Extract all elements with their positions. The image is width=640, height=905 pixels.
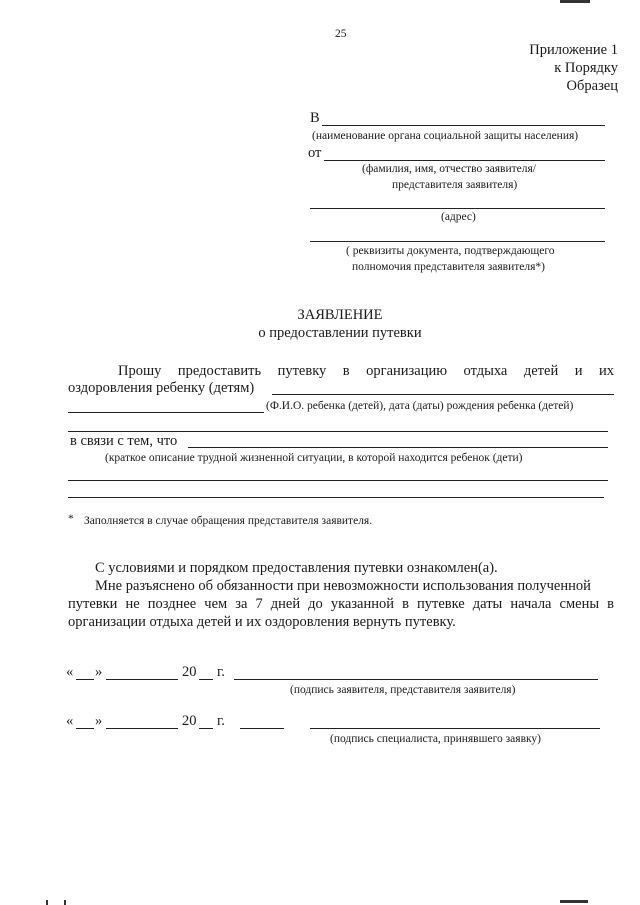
page-number: 25 bbox=[335, 28, 347, 40]
child-field-line-3[interactable] bbox=[68, 431, 608, 432]
from-caption-1: (фамилия, имя, отчество заявителя/ bbox=[362, 163, 536, 175]
reason-caption: (краткое описание трудной жизненной ситуации, в которой находится ребенок (дети) bbox=[105, 452, 523, 464]
appendix-line-2: к Порядку bbox=[554, 60, 618, 76]
child-field-line-1[interactable] bbox=[272, 394, 614, 395]
specialist-year-field[interactable] bbox=[199, 728, 213, 729]
applicant-date-close: » bbox=[95, 664, 103, 680]
applicant-year-prefix: 20 bbox=[182, 664, 197, 680]
to-caption: (наименование органа социальной защиты населения) bbox=[312, 130, 579, 142]
specialist-date-close: » bbox=[95, 713, 103, 729]
scan-mark-bottom-left bbox=[46, 900, 48, 905]
applicant-year-field[interactable] bbox=[199, 679, 213, 680]
child-caption: (Ф.И.О. ребенка (детей), дата (даты) рождения ребенка (детей) bbox=[266, 400, 574, 412]
applicant-signature-field[interactable] bbox=[234, 679, 598, 680]
applicant-month-field[interactable] bbox=[106, 679, 178, 680]
acknowledgement-p2-line1: Мне разъяснено об обязанности при невозможности использования полученной bbox=[95, 578, 591, 594]
appendix-line-3: Образец bbox=[566, 78, 618, 94]
to-field-line[interactable] bbox=[322, 125, 605, 126]
footnote-star: * bbox=[68, 513, 74, 525]
address-field-line[interactable] bbox=[310, 208, 605, 209]
requisites-caption-2: полномочия представителя заявителя*) bbox=[352, 261, 545, 273]
specialist-month-field[interactable] bbox=[106, 728, 178, 729]
specialist-signature-field[interactable] bbox=[310, 728, 600, 729]
footnote-text: Заполняется в случае обращения представителя заявителя. bbox=[84, 515, 373, 527]
specialist-day-field[interactable] bbox=[76, 728, 94, 729]
requisites-caption-1: ( реквизиты документа, подтверждающего bbox=[346, 245, 555, 257]
acknowledgement-p2-line3: организации отдыха детей и их оздоровления вернуть путевку. bbox=[68, 614, 456, 630]
document-title: ЗАЯВЛЕНИЕ bbox=[297, 307, 383, 323]
request-line-2: оздоровления ребенку (детям) bbox=[68, 380, 255, 396]
address-caption: (адрес) bbox=[441, 211, 476, 223]
specialist-extra-field[interactable] bbox=[240, 728, 284, 729]
request-line-1: Прошу предоставить путевку в организацию отдыха детей и их bbox=[118, 363, 614, 379]
from-field-line[interactable] bbox=[324, 160, 605, 161]
reason-prefix: в связи с тем, что bbox=[70, 433, 178, 449]
applicant-day-field[interactable] bbox=[76, 679, 94, 680]
applicant-signature-caption: (подпись заявителя, представителя заявителя) bbox=[290, 684, 516, 696]
reason-field-line-3[interactable] bbox=[68, 497, 604, 498]
acknowledgement-p2-line2: путевки не позднее чем за 7 дней до указанной в путевке даты начала смены в bbox=[68, 596, 614, 612]
from-caption-2: представителя заявителя) bbox=[392, 179, 518, 191]
child-field-line-2[interactable] bbox=[68, 412, 264, 413]
requisites-field-line[interactable] bbox=[310, 241, 605, 242]
appendix-line-1: Приложение 1 bbox=[529, 42, 618, 58]
reason-field-line-2[interactable] bbox=[68, 480, 608, 481]
scan-mark-bottom-left-2 bbox=[64, 900, 66, 905]
from-prefix: от bbox=[308, 145, 322, 161]
document-subtitle: о предоставлении путевки bbox=[258, 325, 422, 341]
specialist-date-open: « bbox=[66, 713, 74, 729]
to-prefix: В bbox=[310, 110, 320, 126]
reason-field-line-1[interactable] bbox=[188, 447, 608, 448]
applicant-year-suffix: г. bbox=[217, 664, 225, 680]
specialist-signature-caption: (подпись специалиста, принявшего заявку) bbox=[330, 733, 541, 745]
applicant-date-open: « bbox=[66, 664, 74, 680]
scan-mark-top-right bbox=[560, 0, 590, 3]
scan-mark-bottom-right bbox=[560, 900, 588, 903]
acknowledgement-p1: С условиями и порядком предоставления путевки ознакомлен(а). bbox=[95, 560, 498, 576]
specialist-year-prefix: 20 bbox=[182, 713, 197, 729]
specialist-year-suffix: г. bbox=[217, 713, 225, 729]
